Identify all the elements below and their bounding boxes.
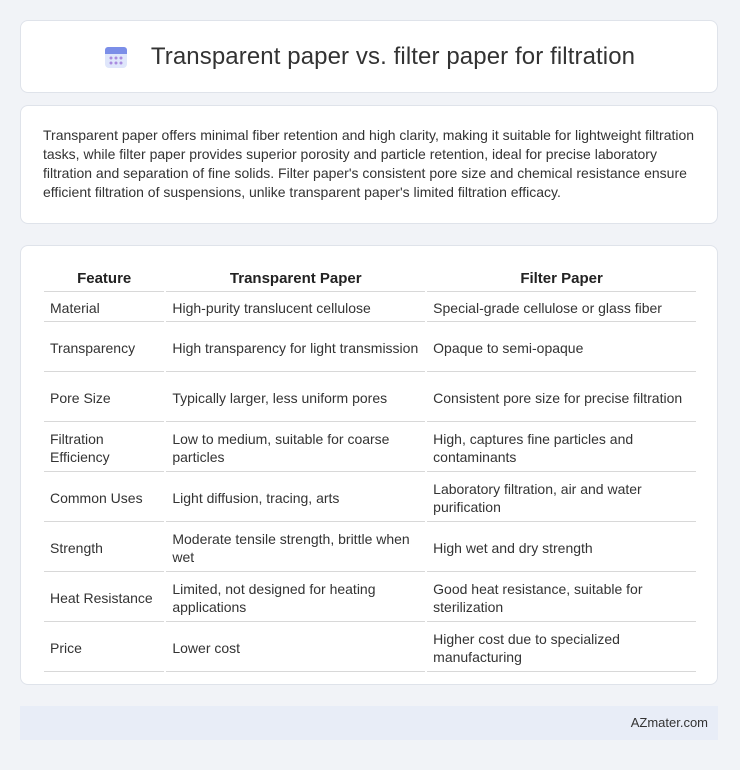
filter-paper-cell: High wet and dry strength bbox=[427, 524, 696, 572]
title-card bbox=[20, 20, 718, 93]
table-row bbox=[44, 574, 696, 622]
feature-cell: Price bbox=[44, 624, 164, 672]
table-row bbox=[44, 424, 696, 472]
table-row bbox=[44, 624, 696, 672]
transparent-paper-cell: Low to medium, suitable for coarse particles bbox=[166, 424, 425, 472]
filter-paper-cell: Special-grade cellulose or glass fiber bbox=[427, 294, 696, 322]
comparison-table-card bbox=[20, 245, 718, 685]
table-row bbox=[44, 324, 696, 372]
feature-cell: Common Uses bbox=[44, 474, 164, 522]
feature-cell: Strength bbox=[44, 524, 164, 572]
transparent-paper-cell: Light diffusion, tracing, arts bbox=[166, 474, 425, 522]
footer bbox=[20, 706, 718, 740]
column-header-filter-paper: Filter Paper bbox=[427, 268, 696, 292]
table-row bbox=[44, 374, 696, 422]
feature-cell: Transparency bbox=[44, 324, 164, 372]
table-row bbox=[44, 524, 696, 572]
table-header-row bbox=[44, 268, 696, 292]
filter-paper-cell: High, captures fine particles and contaminants bbox=[427, 424, 696, 472]
summary-card bbox=[20, 105, 718, 224]
page-title: Transparent paper vs. filter paper for filtration bbox=[150, 42, 636, 70]
comparison-table bbox=[42, 266, 698, 674]
feature-cell: Filtration Efficiency bbox=[44, 424, 164, 472]
transparent-paper-cell: High transparency for light transmission bbox=[166, 324, 425, 372]
column-header-transparent-paper: Transparent Paper bbox=[166, 268, 425, 292]
feature-cell: Heat Resistance bbox=[44, 574, 164, 622]
transparent-paper-cell: Typically larger, less uniform pores bbox=[166, 374, 425, 422]
filter-paper-cell: Higher cost due to specialized manufacturing bbox=[427, 624, 696, 672]
calendar-icon bbox=[103, 44, 129, 70]
transparent-paper-cell: High-purity translucent cellulose bbox=[166, 294, 425, 322]
summary-text: Transparent paper offers minimal fiber retention and high clarity, making it suitable for lightweight filtration tasks, while filter paper provides superior porosity and particle retention, ideal for precise laboratory filtration and separation of fine solids. Filter paper's consistent pore size and chemical resistance ensure efficient filtration of suspensions, unlike transparent paper's limited filtration efficacy. bbox=[43, 127, 695, 200]
transparent-paper-cell: Lower cost bbox=[166, 624, 425, 672]
feature-cell: Pore Size bbox=[44, 374, 164, 422]
filter-paper-cell: Consistent pore size for precise filtration bbox=[427, 374, 696, 422]
feature-cell: Material bbox=[44, 294, 164, 322]
footer-brand: AZmater.com bbox=[630, 715, 708, 730]
filter-paper-cell: Laboratory filtration, air and water purification bbox=[427, 474, 696, 522]
transparent-paper-cell: Moderate tensile strength, brittle when wet bbox=[166, 524, 425, 572]
table-row bbox=[44, 294, 696, 322]
transparent-paper-cell: Limited, not designed for heating applications bbox=[166, 574, 425, 622]
table-row bbox=[44, 474, 696, 522]
filter-paper-cell: Opaque to semi-opaque bbox=[427, 324, 696, 372]
column-header-feature: Feature bbox=[44, 268, 164, 292]
filter-paper-cell: Good heat resistance, suitable for sterilization bbox=[427, 574, 696, 622]
